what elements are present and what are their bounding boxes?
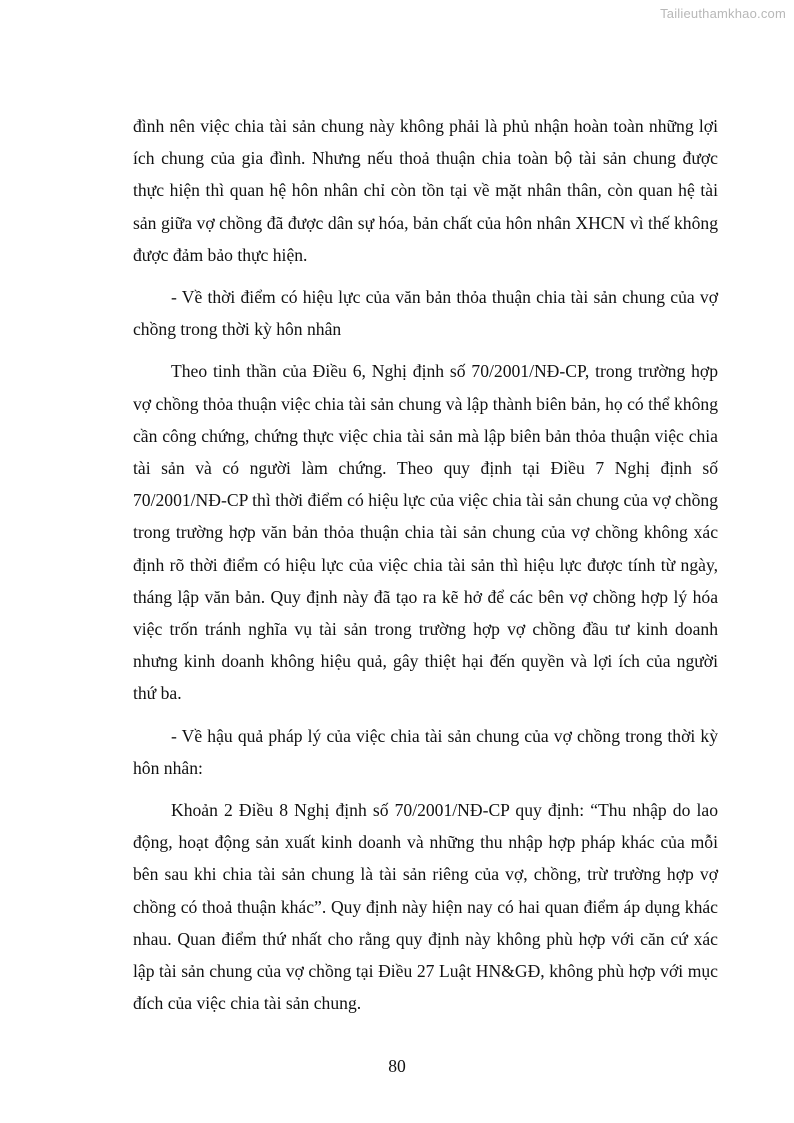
watermark-text: Tailieuthamkhao.com (660, 6, 786, 21)
page-number: 80 (388, 1056, 406, 1076)
paragraph-article-8-analysis: Khoản 2 Điều 8 Nghị định số 70/2001/NĐ-CP quy định: “Thu nhập do lao động, hoạt động sản xuất kinh doanh và những thu nhập hợp pháp khác của mỗi bên sau khi chia tài sản chung là tài sản riêng của vợ, chồng, trừ trường hợp vợ chồng có thoả thuận khác”. Quy định này hiện nay có hai quan điểm áp dụng khác nhau. Quan điểm thứ nhất cho rằng quy định này không phù hợp với căn cứ xác lập tài sản chung của vợ chồng tại Điều 27 Luật HN&GĐ, không phù hợp với mục đích của việc chia tài sản chung. (133, 800, 718, 1014)
paragraph-effective-time-heading: - Về thời điểm có hiệu lực của văn bản thỏa thuận chia tài sản chung của vợ chồng trong thời kỳ hôn nhân (133, 287, 718, 340)
paragraph-article-6-analysis: Theo tinh thần của Điều 6, Nghị định số 70/2001/NĐ-CP, trong trường hợp vợ chồng thỏa thuận việc chia tài sản chung và lập thành biên bản, họ có thể không cần công chứng, chứng thực việc chia tài sản mà lập biên bản thỏa thuận việc chia tài sản và có người làm chứng. Theo quy định tại Điều 7 Nghị định số 70/2001/NĐ-CP thì thời điểm có hiệu lực của việc chia tài sản chung của vợ chồng trong trường hợp văn bản thỏa thuận chia tài sản chung của vợ chồng không xác định rõ thời điểm có hiệu lực của việc chia tài sản thì hiệu lực được tính từ ngày, tháng lập văn bản. Quy định này đã tạo ra kẽ hở để các bên vợ chồng hợp lý hóa việc trốn tránh nghĩa vụ tài sản trong trường hợp vợ chồng đầu tư kinh doanh nhưng kinh doanh không hiệu quả, gây thiệt hại đến quyền và lợi ích của người thứ ba. (133, 361, 718, 704)
paragraph-continuation: đình nên việc chia tài sản chung này không phải là phủ nhận hoàn toàn những lợi ích chung của gia đình. Nhưng nếu thoả thuận chia toàn bộ tài sản chung được thực hiện thì quan hệ hôn nhân chỉ còn tồn tại về mặt nhân thân, còn quan hệ tài sản giữa vợ chồng đã được dân sự hóa, bản chất của hôn nhân XHCN vì thế không được đảm bảo thực hiện. (133, 116, 718, 265)
paragraph-legal-consequence-heading: - Về hậu quả pháp lý của việc chia tài sản chung của vợ chồng trong thời kỳ hôn nhân: (133, 725, 718, 778)
document-body (133, 110, 718, 1029)
